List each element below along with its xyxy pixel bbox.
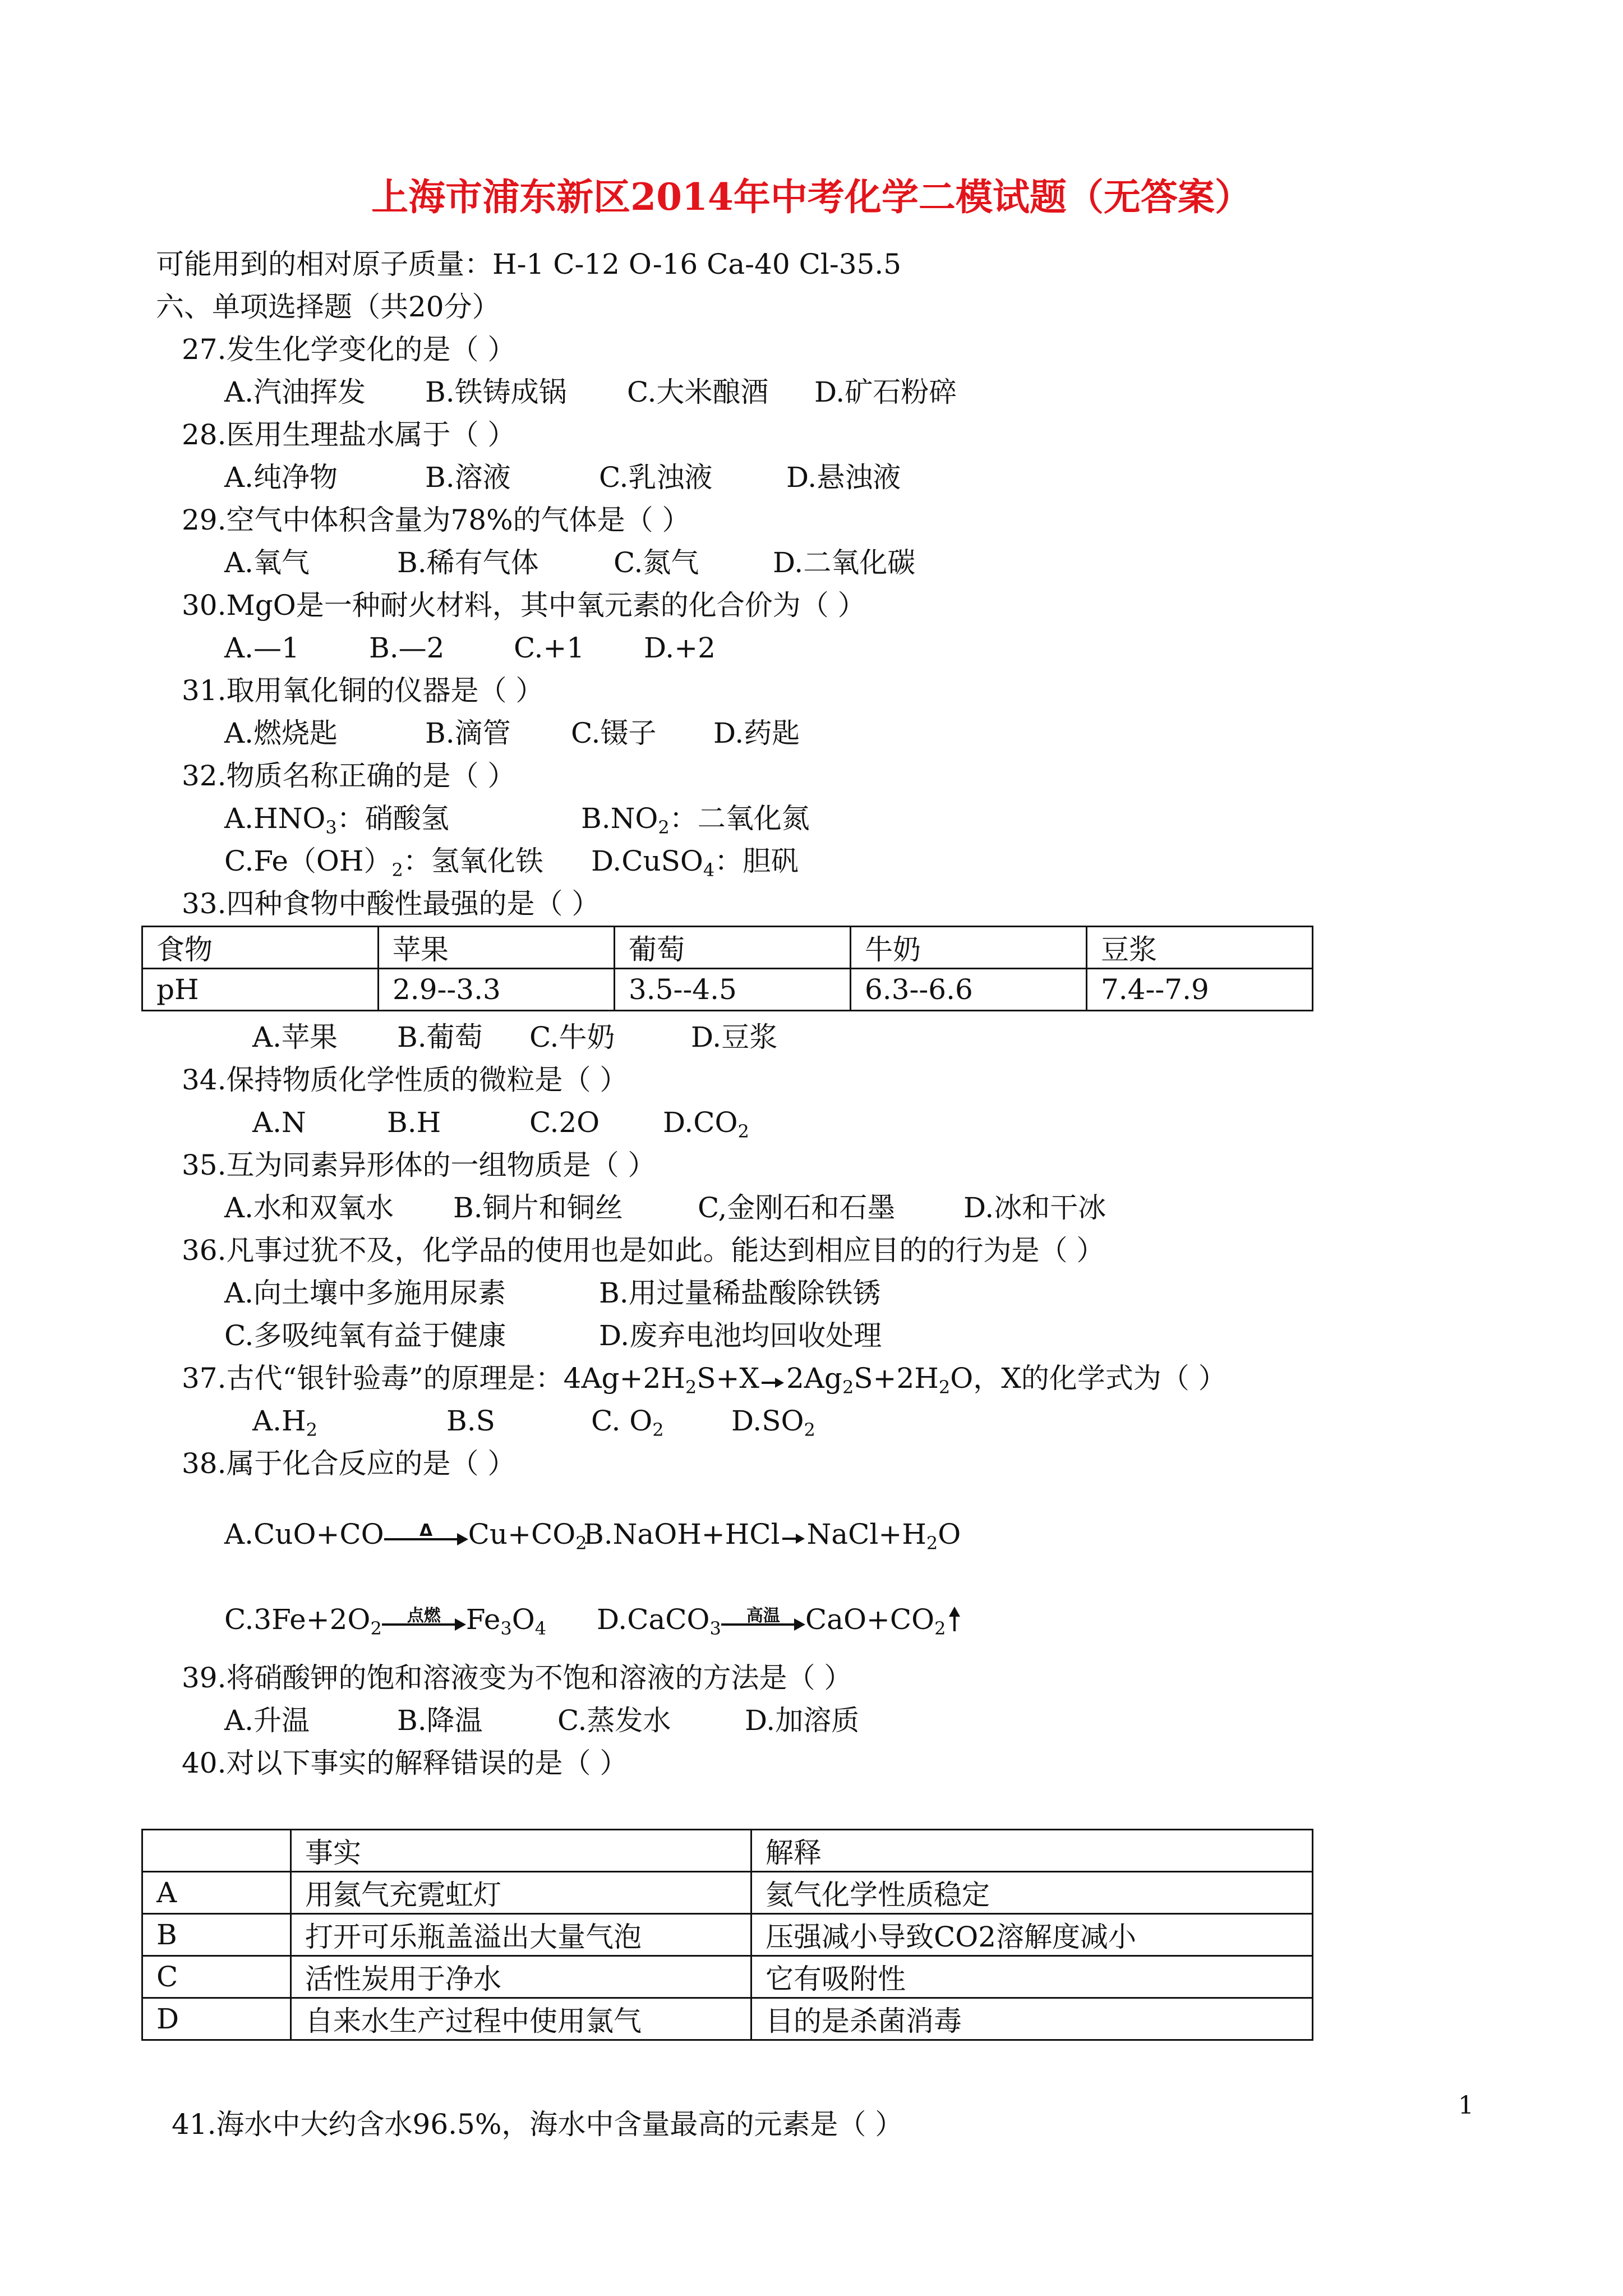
q35-option-d: D.冰和干冰 xyxy=(963,1191,1106,1224)
q36-option-b: B.用过量稀盐酸除铁锈 xyxy=(599,1277,881,1309)
q31-option-a: A.燃烧匙 xyxy=(224,717,338,749)
table-cell: 它有吸附性 xyxy=(751,1956,1313,1998)
q39-option-b: B.降温 xyxy=(397,1704,483,1737)
reaction-arrow-icon xyxy=(762,1377,784,1388)
q27-option-b: B.铁铸成锅 xyxy=(425,376,567,408)
question-34: 34.保持物质化学性质的微粒是（ ） xyxy=(182,1064,628,1096)
q31-option-d: D.药匙 xyxy=(713,717,800,749)
q27-option-d: D.矿石粉碎 xyxy=(814,376,957,408)
q28-option-d: D.悬浊液 xyxy=(786,461,901,494)
q29-option-a: A.氧气 xyxy=(224,546,310,579)
table-cell: 氦气化学性质稳定 xyxy=(751,1872,1313,1914)
q37-option-d: $D.SO_2$ xyxy=(731,1405,815,1441)
q33-option-a: A.苹果 xyxy=(252,1021,338,1053)
table-row xyxy=(142,1830,1313,1872)
table-row xyxy=(142,1998,1313,2040)
q36-option-d: D.废弃电池均回收处理 xyxy=(599,1319,882,1352)
table-cell xyxy=(142,1830,291,1872)
q34-option-a: A.N xyxy=(252,1106,306,1139)
table-cell: 活性炭用于净水 xyxy=(291,1956,751,1998)
q37-option-c: C. $O_2$ xyxy=(591,1405,664,1441)
table-cell: 苹果 xyxy=(379,927,615,969)
table-cell: 6.3--6.6 xyxy=(851,969,1087,1011)
q29-option-c: C.氮气 xyxy=(614,546,699,579)
q35-option-c: C,金刚石和石墨 xyxy=(698,1191,896,1224)
table-row xyxy=(142,1956,1313,1998)
facts-table xyxy=(141,1829,1313,2041)
table-cell: 打开可乐瓶盖溢出大量气泡 xyxy=(291,1914,751,1956)
q35-option-a: A.水和双氧水 xyxy=(224,1191,394,1224)
atomic-masses: 可能用到的相对原子质量：H-1 C-12 O-16 Ca-40 Cl-35.5 xyxy=(156,248,902,280)
table-row xyxy=(142,1872,1313,1914)
table-cell: A xyxy=(142,1872,291,1914)
question-33: 33.四种食物中酸性最强的是（ ） xyxy=(182,887,600,920)
q28-option-a: A.纯净物 xyxy=(224,461,338,494)
question-37: 37.古代“银针验毒”的原理是：$4Ag+2H_2S+X$ $2Ag_2S+2H_2O$，X的化学式为（ ） xyxy=(182,1362,1227,1398)
q37-option-a: $A.H_2$ xyxy=(252,1405,317,1441)
q35-option-b: B.铜片和铜丝 xyxy=(453,1191,623,1224)
gas-up-arrow-icon xyxy=(949,1607,960,1631)
q32-option-b: $B.NO_2$：二氧化氮 xyxy=(581,802,810,838)
reaction-arrow-icon: 点燃 xyxy=(382,1604,466,1639)
question-40: 40.对以下事实的解释错误的是（ ） xyxy=(182,1747,628,1779)
question-36: 36.凡事过犹不及，化学品的使用也是如此。能达到相应目的的行为是（ ） xyxy=(182,1234,1105,1267)
q34-option-d: $D.CO_2$ xyxy=(663,1106,749,1142)
question-41: 41.海水中大约含水96.5%，海水中含量最高的元素是（ ） xyxy=(172,2108,903,2141)
q32-option-a: $A.HNO_3$：硝酸氢 xyxy=(224,802,449,838)
table-cell: 豆浆 xyxy=(1087,927,1313,969)
q36-option-c: C.多吸纯氧有益于健康 xyxy=(224,1319,506,1352)
q38-option-d: D.CaCO$_3$ 高温 $CaO+CO_2$ xyxy=(597,1602,960,1639)
q39-option-a: A.升温 xyxy=(224,1704,310,1737)
question-38: 38.属于化合反应的是（ ） xyxy=(182,1447,516,1480)
q30-option-b: B.—2 xyxy=(369,632,445,664)
question-32: 32.物质名称正确的是（ ） xyxy=(182,760,516,792)
reaction-arrow-icon xyxy=(782,1533,805,1544)
table-cell: 3.5--4.5 xyxy=(615,969,851,1011)
table-cell: 食物 xyxy=(142,927,379,969)
q30-option-d: D.+2 xyxy=(644,632,716,664)
document-title: 上海市浦东新区2014年中考化学二模试题（无答案） xyxy=(371,175,1252,219)
q31-option-c: C.镊子 xyxy=(571,717,657,749)
q33-option-b: B.葡萄 xyxy=(397,1021,483,1053)
page-number: 1 xyxy=(1458,2091,1474,2120)
q28-option-c: C.乳浊液 xyxy=(599,461,713,494)
question-30: 30.MgO是一种耐火材料，其中氧元素的化合价为（ ） xyxy=(182,589,866,622)
q29-option-d: D.二氧化碳 xyxy=(773,546,916,579)
table-cell: 2.9--3.3 xyxy=(379,969,615,1011)
table-cell: C xyxy=(142,1956,291,1998)
q30-option-c: C.+1 xyxy=(514,632,585,664)
table-cell: 牛奶 xyxy=(851,927,1087,969)
table-cell: B xyxy=(142,1914,291,1956)
table-cell: 葡萄 xyxy=(615,927,851,969)
q38-option-b: B.NaOH+HCl $NaCl+H_2O$ xyxy=(583,1518,961,1554)
table-row xyxy=(142,1914,1313,1956)
reaction-arrow-icon: 高温 xyxy=(721,1604,805,1639)
table-cell: pH xyxy=(142,969,379,1011)
q38-option-c: $C.3Fe+2O_2$ 点燃 $Fe_3O_4$ xyxy=(224,1603,547,1639)
table-cell: 目的是杀菌消毒 xyxy=(751,1998,1313,2040)
q31-option-b: B.滴管 xyxy=(425,717,511,749)
table-cell: 解释 xyxy=(751,1830,1313,1872)
q32-option-c: $C.Fe(OH)_2$：氢氧化铁 xyxy=(224,845,543,881)
q27-option-c: C.大米酿酒 xyxy=(627,376,769,408)
q32-option-d: D.CuSO$_4$：胆矾 xyxy=(591,845,799,881)
ph-table xyxy=(141,926,1313,1011)
q39-option-d: D.加溶质 xyxy=(745,1704,860,1737)
table-row xyxy=(142,969,1313,1011)
q38-option-a: A.CuO+CO Δ $Cu+CO_2$ xyxy=(224,1518,587,1554)
table-cell: 自来水生产过程中使用氯气 xyxy=(291,1998,751,2040)
table-cell: 用氦气充霓虹灯 xyxy=(291,1872,751,1914)
q34-option-c: C.2O xyxy=(529,1106,600,1139)
table-row xyxy=(142,927,1313,969)
q27-option-a: A.汽油挥发 xyxy=(224,376,366,408)
question-39: 39.将硝酸钾的饱和溶液变为不饱和溶液的方法是（ ） xyxy=(182,1662,852,1694)
q36-option-a: A.向土壤中多施用尿素 xyxy=(224,1277,506,1309)
q34-option-b: B.H xyxy=(387,1106,441,1139)
q28-option-b: B.溶液 xyxy=(425,461,511,494)
question-27: 27.发生化学变化的是（ ） xyxy=(182,333,516,366)
q39-option-c: C.蒸发水 xyxy=(557,1704,671,1737)
q30-option-a: A.—1 xyxy=(224,632,299,664)
table-cell: 7.4--7.9 xyxy=(1087,969,1313,1011)
question-31: 31.取用氧化铜的仪器是（ ） xyxy=(182,674,544,707)
table-cell: 压强减小导致CO2溶解度减小 xyxy=(751,1914,1313,1956)
question-28: 28.医用生理盐水属于（ ） xyxy=(182,418,516,451)
question-35: 35.互为同素异形体的一组物质是（ ） xyxy=(182,1149,656,1181)
q37-option-b: B.S xyxy=(446,1405,495,1437)
table-cell: D xyxy=(142,1998,291,2040)
q29-option-b: B.稀有气体 xyxy=(397,546,539,579)
reaction-arrow-icon: Δ xyxy=(384,1519,468,1554)
q33-option-d: D.豆浆 xyxy=(691,1021,778,1053)
section-heading: 六、单项选择题（共20分） xyxy=(156,291,500,323)
table-cell: 事实 xyxy=(291,1830,751,1872)
question-29: 29.空气中体积含量为78%的气体是（ ） xyxy=(182,504,690,536)
q33-option-c: C.牛奶 xyxy=(529,1021,615,1053)
